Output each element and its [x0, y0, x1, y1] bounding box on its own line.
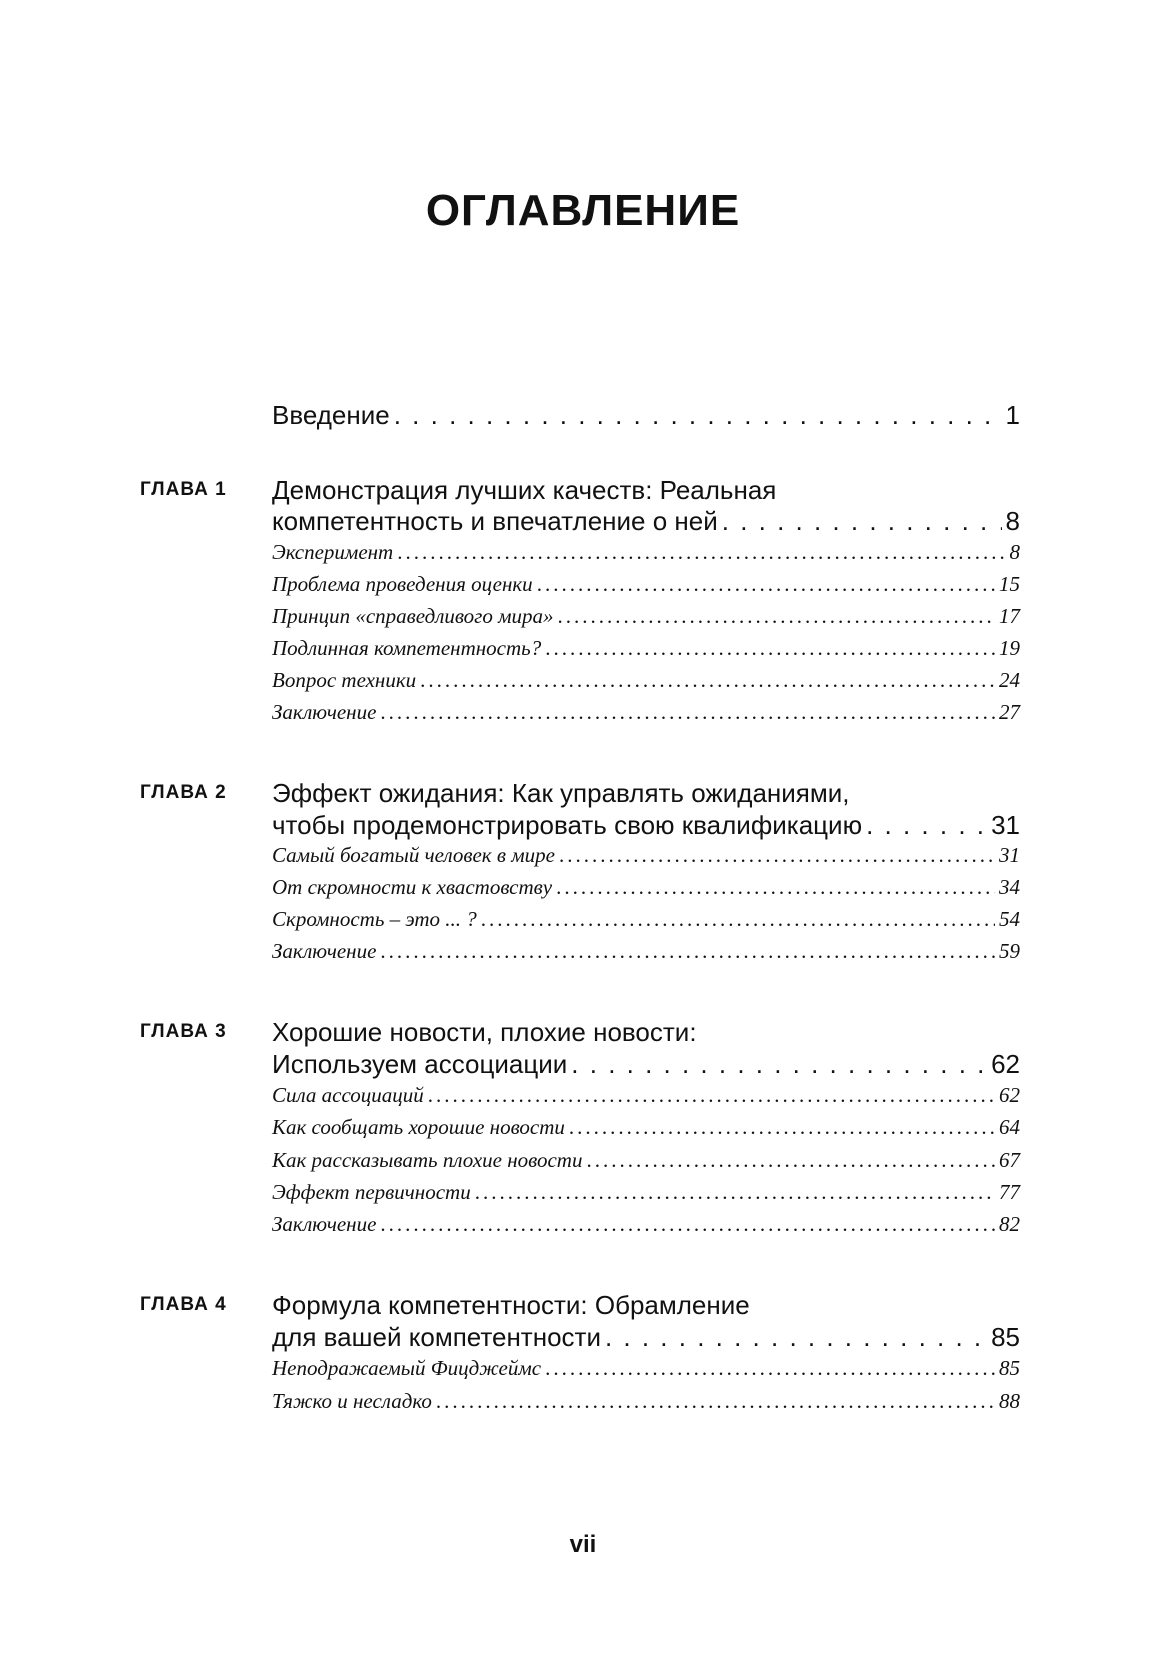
leader-dots [481, 904, 995, 934]
toc-section[interactable] [272, 1209, 1020, 1239]
leader-dots [380, 1209, 995, 1239]
section-title: Эксперимент [272, 540, 394, 564]
section-title: Заключение [272, 939, 377, 963]
section-title: Эффект первичности [272, 1180, 471, 1204]
chapter-title: Формула компетентности: Обрамление [272, 1290, 750, 1320]
toc-section[interactable] [272, 1080, 1020, 1110]
toc-entry-chapter[interactable] [272, 1320, 1020, 1354]
leader-dots [380, 697, 995, 727]
toc-page-number: 24 [999, 668, 1020, 692]
toc-entry-intro[interactable] [272, 398, 1020, 432]
leader-dots [605, 1320, 987, 1354]
toc-page-number: 82 [999, 1212, 1020, 1236]
toc-page-number: 1 [1005, 400, 1020, 430]
leader-dots [559, 840, 995, 870]
leader-dots [571, 1047, 987, 1081]
chapter-title: Демонстрация лучших качеств: Реальная [272, 475, 777, 505]
toc-page-number: 8 [1005, 506, 1020, 536]
leader-dots [866, 808, 987, 842]
leader-dots [380, 936, 995, 966]
chapter-title: Эффект ожидания: Как управлять ожиданиями, [272, 778, 850, 808]
toc-section[interactable] [272, 840, 1020, 870]
section-title: Проблема проведения оценки [272, 572, 533, 596]
page-title: ОГЛАВЛЕНИЕ [425, 186, 741, 235]
toc-page-number: 27 [999, 700, 1020, 724]
leader-dots [569, 1112, 995, 1142]
toc-page-number: 17 [999, 604, 1020, 628]
leader-dots [420, 665, 995, 695]
toc-page-number: 62 [999, 1083, 1020, 1107]
chapter-label: ГЛАВА 4 [140, 1294, 227, 1315]
chapter-title-continued: для вашей компетентности [272, 1322, 601, 1352]
toc-page-number: 8 [1009, 540, 1020, 564]
toc-page-number: 85 [991, 1322, 1020, 1352]
leader-dots [397, 537, 1005, 567]
leader-dots [394, 398, 1002, 432]
chapter-label: ГЛАВА 2 [140, 782, 227, 803]
leader-dots [722, 504, 1002, 538]
chapter-title-continued: компетентность и впечатление о ней [272, 506, 718, 536]
section-title: От скромности к хвастовству [272, 875, 553, 899]
toc-section[interactable] [272, 1177, 1020, 1207]
toc-entry-chapter[interactable] [272, 808, 1020, 842]
toc-section[interactable] [272, 1386, 1020, 1416]
toc-page-number: 31 [991, 810, 1020, 840]
section-title: Как сообщать хорошие новости [272, 1115, 565, 1139]
toc-page-number: 77 [999, 1180, 1020, 1204]
section-title: Тяжко и несладко [272, 1389, 432, 1413]
section-title: Сила ассоциаций [272, 1083, 424, 1107]
toc-page-number: 19 [999, 636, 1020, 660]
toc-section[interactable] [272, 697, 1020, 727]
section-title: Самый богатый человек в мире [272, 843, 555, 867]
toc-section[interactable] [272, 1353, 1020, 1383]
toc-page-number: 64 [999, 1115, 1020, 1139]
chapter-title-continued: чтобы продемонстрировать свою квалификацию [272, 810, 863, 840]
toc-page-number: 62 [991, 1049, 1020, 1079]
toc-section[interactable] [272, 633, 1020, 663]
leader-dots [537, 569, 995, 599]
leader-dots [428, 1080, 995, 1110]
leader-dots [545, 633, 995, 663]
section-title: Как рассказывать плохие новости [272, 1148, 583, 1172]
leader-dots [556, 872, 995, 902]
page-number: vii [569, 1531, 597, 1558]
section-title: Неподражаемый Фицджеймс [272, 1356, 542, 1380]
toc-section[interactable] [272, 601, 1020, 631]
toc-page-number: 88 [999, 1389, 1020, 1413]
toc-page-number: 67 [999, 1148, 1020, 1172]
section-title: Заключение [272, 1212, 377, 1236]
section-title: Подлинная компетентность? [272, 636, 542, 660]
leader-dots [545, 1353, 995, 1383]
section-title: Вопрос техники [272, 668, 417, 692]
chapter-label: ГЛАВА 1 [140, 479, 227, 500]
chapter-title: Хорошие новости, плохие новости: [272, 1017, 697, 1047]
toc-section[interactable] [272, 936, 1020, 966]
toc-section[interactable] [272, 904, 1020, 934]
toc-section[interactable] [272, 1112, 1020, 1142]
toc-page-number: 54 [999, 907, 1020, 931]
leader-dots [436, 1386, 995, 1416]
toc-entry-chapter[interactable] [272, 504, 1020, 538]
toc-section[interactable] [272, 537, 1020, 567]
leader-dots [586, 1145, 995, 1175]
toc-section[interactable] [272, 872, 1020, 902]
toc-page-number: 34 [999, 875, 1020, 899]
section-title: Скромность – это ... ? [272, 907, 477, 931]
toc-section[interactable] [272, 665, 1020, 695]
toc-section[interactable] [272, 1145, 1020, 1175]
toc-page-number: 59 [999, 939, 1020, 963]
section-title: Принцип «справедливого мира» [272, 604, 554, 628]
toc-page-number: 85 [999, 1356, 1020, 1380]
toc-section[interactable] [272, 569, 1020, 599]
toc-entry-title: Введение [272, 400, 390, 430]
toc-page-number: 31 [999, 843, 1020, 867]
chapter-label: ГЛАВА 3 [140, 1021, 227, 1042]
toc-page-number: 15 [999, 572, 1020, 596]
leader-dots [475, 1177, 995, 1207]
toc-entry-chapter[interactable] [272, 1047, 1020, 1081]
chapter-title-continued: Используем ассоциации [272, 1049, 568, 1079]
section-title: Заключение [272, 700, 377, 724]
leader-dots [558, 601, 995, 631]
